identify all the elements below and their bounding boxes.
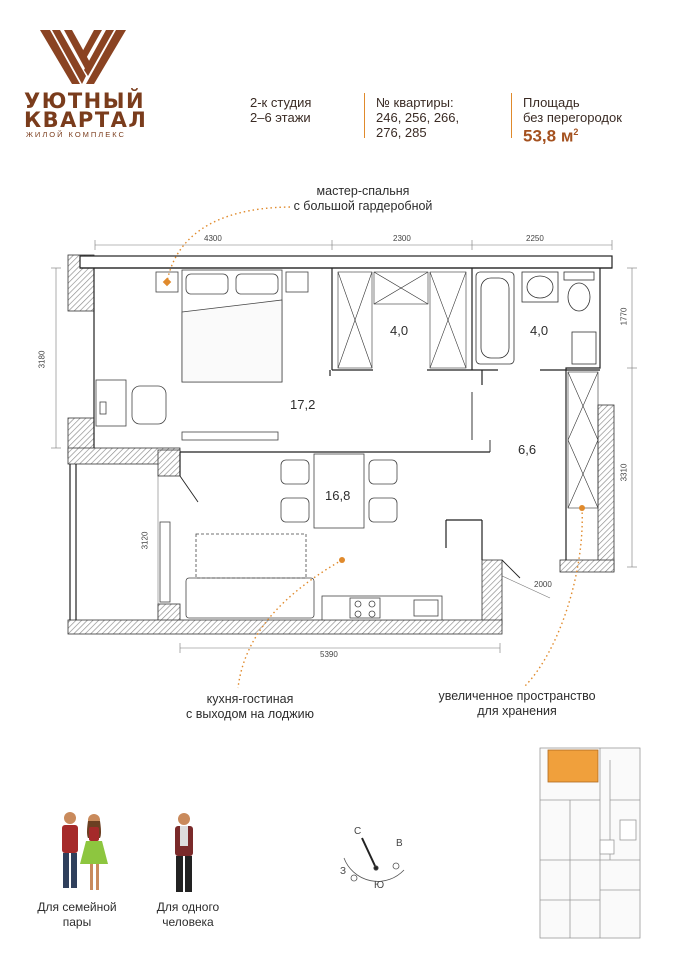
compass-west: З — [340, 866, 347, 877]
room-area-bathroom: 4,0 — [530, 323, 549, 338]
area-unit-sup: 2 — [573, 127, 579, 137]
compass-east: В — [396, 838, 403, 849]
dimension-top-right: 2250 — [526, 234, 544, 243]
compass-north: С — [354, 826, 362, 837]
dimension-bottom-right: 2000 — [534, 580, 552, 589]
dimension-bottom: 5390 — [320, 650, 338, 659]
bathroom-fixtures — [476, 272, 596, 364]
callout-kitchen-line2: с выходом на лоджию — [186, 707, 314, 721]
bedroom-furniture — [96, 270, 308, 440]
label-couple-line2: пары — [62, 915, 92, 929]
brand-name-line2: КВАРТАЛ — [24, 108, 148, 132]
room-area-bedroom: 17,2 — [290, 397, 316, 412]
label-couple — [22, 900, 132, 930]
label-single-line1: Для одного — [156, 900, 220, 914]
area-unit: м — [560, 126, 574, 146]
apartment-numbers-line1: 246, 256, 266, — [376, 110, 460, 125]
apartment-numbers-line2: 276, 285 — [376, 125, 427, 140]
dimension-right-lower: 3310 — [619, 463, 629, 482]
label-single — [138, 900, 238, 930]
room-area-kitchen-living: 16,8 — [325, 488, 351, 503]
unit-type: 2-к студия — [250, 95, 312, 110]
single-person-figure-icon — [166, 810, 202, 896]
area-value: 53,8 — [523, 126, 557, 146]
label-couple-line1: Для семейной — [37, 900, 117, 914]
apartment-numbers-label: № квартиры: — [376, 95, 454, 110]
callout-bedroom-line2: с большой гардеробной — [293, 199, 433, 213]
callout-storage-line2: для хранения — [477, 704, 557, 718]
walls — [70, 256, 612, 620]
dimension-loggia: 3120 — [140, 531, 150, 550]
dimension-top-left: 4300 — [204, 234, 222, 243]
brand-name-line1: УЮТНЫЙ — [24, 89, 146, 113]
callout-kitchen-line1: кухня-гостиная — [206, 692, 294, 706]
area-label-line2: без перегородок — [523, 110, 622, 125]
label-single-line2: человека — [162, 915, 214, 929]
key-plan — [540, 748, 640, 938]
brand-subtitle: ЖИЛОЙ КОМПЛЕКС — [26, 130, 126, 139]
room-area-hall: 6,6 — [518, 442, 537, 457]
unit-floors: 2–6 этажи — [250, 110, 311, 125]
couple-figure-icon — [50, 808, 120, 898]
dimension-top-mid: 2300 — [393, 234, 411, 243]
kitchen-furniture — [160, 454, 442, 620]
dimension-left-upper: 3180 — [37, 350, 47, 369]
compass-rose — [344, 838, 404, 881]
callout-bedroom-line1: мастер-спальня — [316, 184, 410, 198]
callout-storage-line1: увеличенное пространство — [438, 689, 596, 703]
compass-south: Ю — [374, 880, 385, 891]
area-label-line1: Площадь — [523, 95, 580, 110]
dimension-right-upper: 1770 — [619, 307, 629, 326]
key-plan-highlight — [548, 750, 598, 782]
room-area-wardrobe: 4,0 — [390, 323, 409, 338]
